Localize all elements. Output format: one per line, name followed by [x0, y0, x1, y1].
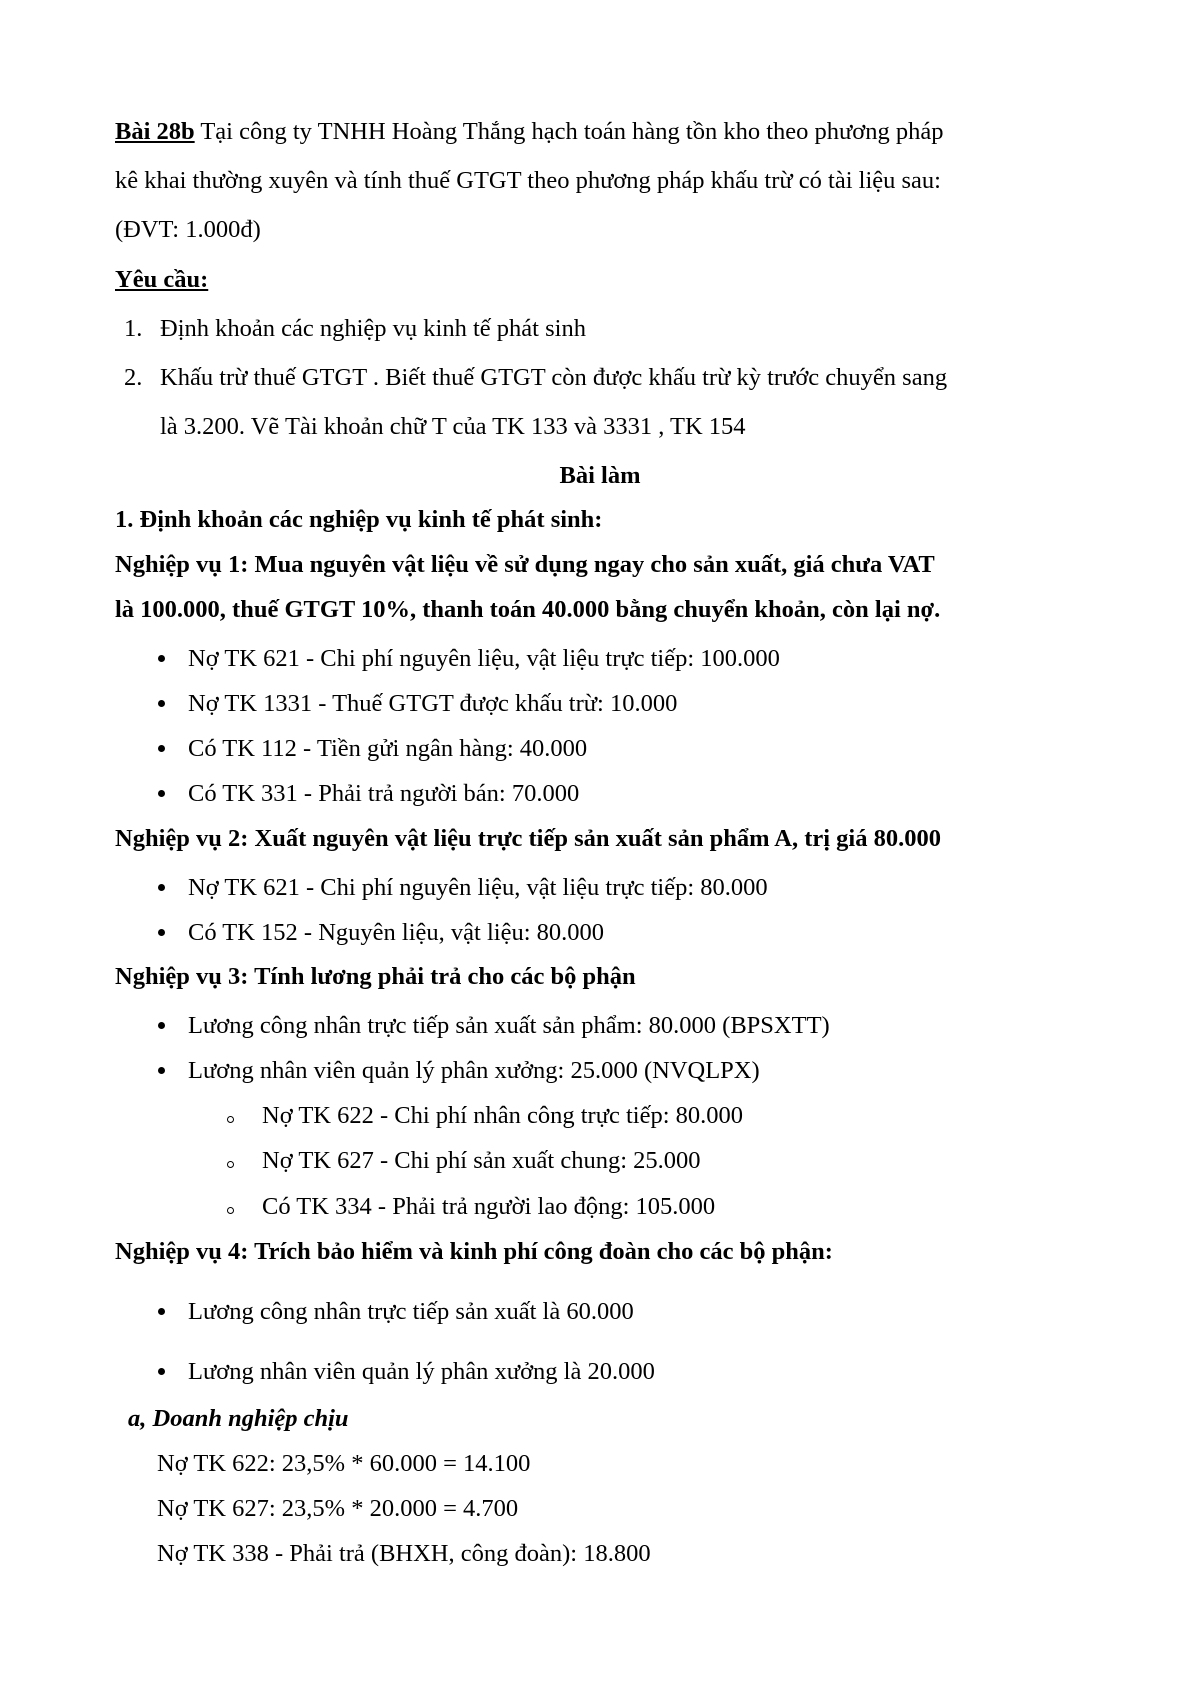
- nv4-entry-3: Nợ TK 338 - Phải trả (BHXH, công đoàn): 18.800: [157, 1540, 651, 1567]
- nv1-title-line-1: Nghiệp vụ 1: Mua nguyên vật liệu về sử dụng ngay cho sản xuất, giá chưa VAT: [115, 551, 935, 578]
- nv1-entry-4: Có TK 331 - Phải trả người bán: 70.000: [188, 780, 580, 807]
- nv3-item-1: Lương công nhân trực tiếp sản xuất sản phẩm: 80.000 (BPSXTT): [188, 1012, 830, 1039]
- nv1-entry-1: Nợ TK 621 - Chi phí nguyên liệu, vật liệu trực tiếp: 100.000: [188, 645, 780, 672]
- nv4-entry-1: Nợ TK 622: 23,5% * 60.000 = 14.100: [157, 1450, 531, 1477]
- nv4-item-2: Lương nhân viên quản lý phân xưởng là 20.000: [188, 1358, 655, 1385]
- bullet-icon: [158, 884, 165, 891]
- intro-line-3: (ĐVT: 1.000đ): [115, 216, 261, 243]
- sub-bullet-icon: [227, 1161, 234, 1168]
- intro-line-1: [115, 117, 944, 147]
- bullet-icon: [158, 700, 165, 707]
- nv3-title: Nghiệp vụ 3: Tính lương phải trả cho các bộ phận: [115, 963, 636, 990]
- nv3-item-2: Lương nhân viên quản lý phân xưởng: 25.000 (NVQLPX): [188, 1057, 760, 1084]
- nv4-title: Nghiệp vụ 4: Trích bảo hiểm và kinh phí công đoàn cho các bộ phận:: [115, 1238, 833, 1265]
- nv1-entry-3: Có TK 112 - Tiền gửi ngân hàng: 40.000: [188, 735, 588, 762]
- bullet-icon: [158, 929, 165, 936]
- bullet-icon: [158, 745, 165, 752]
- sub-bullet-icon: [227, 1116, 234, 1123]
- nv2-entry-2: Có TK 152 - Nguyên liệu, vật liệu: 80.000: [188, 919, 604, 946]
- bullet-icon: [158, 1067, 165, 1074]
- bullet-icon: [158, 655, 165, 662]
- nv4-item-1: Lương công nhân trực tiếp sản xuất là 60.000: [188, 1298, 634, 1325]
- bullet-icon: [158, 1368, 165, 1375]
- requirement-2-cont: là 3.200. Vẽ Tài khoản chữ T của TK 133 và 3331 , TK 154: [160, 413, 746, 440]
- nv2-entry-1: Nợ TK 621 - Chi phí nguyên liệu, vật liệu trực tiếp: 80.000: [188, 874, 768, 901]
- requirement-number-2: 2.: [124, 364, 143, 391]
- nv3-entry-3: Có TK 334 - Phải trả người lao động: 105.000: [262, 1193, 716, 1220]
- nv4-entry-2: Nợ TK 627: 23,5% * 20.000 = 4.700: [157, 1495, 519, 1522]
- nv1-title-line-2: là 100.000, thuế GTGT 10%, thanh toán 40.000 bằng chuyển khoản, còn lại nợ.: [115, 596, 941, 623]
- requirement-1: Định khoản các nghiệp vụ kinh tế phát sinh: [160, 315, 586, 342]
- requirements-heading: Yêu cầu:: [115, 266, 209, 293]
- nv1-entry-2: Nợ TK 1331 - Thuế GTGT được khấu trừ: 10.000: [188, 690, 678, 717]
- section-1-heading: 1. Định khoản các nghiệp vụ kinh tế phát sinh:: [115, 506, 603, 533]
- nv3-entry-2: Nợ TK 627 - Chi phí sản xuất chung: 25.000: [262, 1147, 701, 1174]
- intro-text-1: Tại công ty TNHH Hoàng Thắng hạch toán hàng tồn kho theo phương pháp: [194, 118, 944, 145]
- sub-bullet-icon: [227, 1207, 234, 1214]
- bullet-icon: [158, 1022, 165, 1029]
- intro-line-2: kê khai thường xuyên và tính thuế GTGT theo phương pháp khấu trừ có tài liệu sau:: [115, 167, 941, 194]
- bullet-icon: [158, 1308, 165, 1315]
- nv3-entry-1: Nợ TK 622 - Chi phí nhân công trực tiếp: 80.000: [262, 1102, 744, 1129]
- solution-heading: Bài làm: [559, 462, 641, 489]
- bullet-icon: [158, 790, 165, 797]
- nv2-title: Nghiệp vụ 2: Xuất nguyên vật liệu trực tiếp sản xuất sản phẩm A, trị giá 80.000: [115, 825, 941, 852]
- nv4-sub-a-heading: a, Doanh nghiệp chịu: [128, 1405, 349, 1432]
- exercise-title: Bài 28b: [115, 118, 195, 145]
- requirement-2: Khấu trừ thuế GTGT . Biết thuế GTGT còn được khấu trừ kỳ trước chuyển sang: [160, 364, 948, 391]
- requirement-number-1: 1.: [124, 315, 143, 342]
